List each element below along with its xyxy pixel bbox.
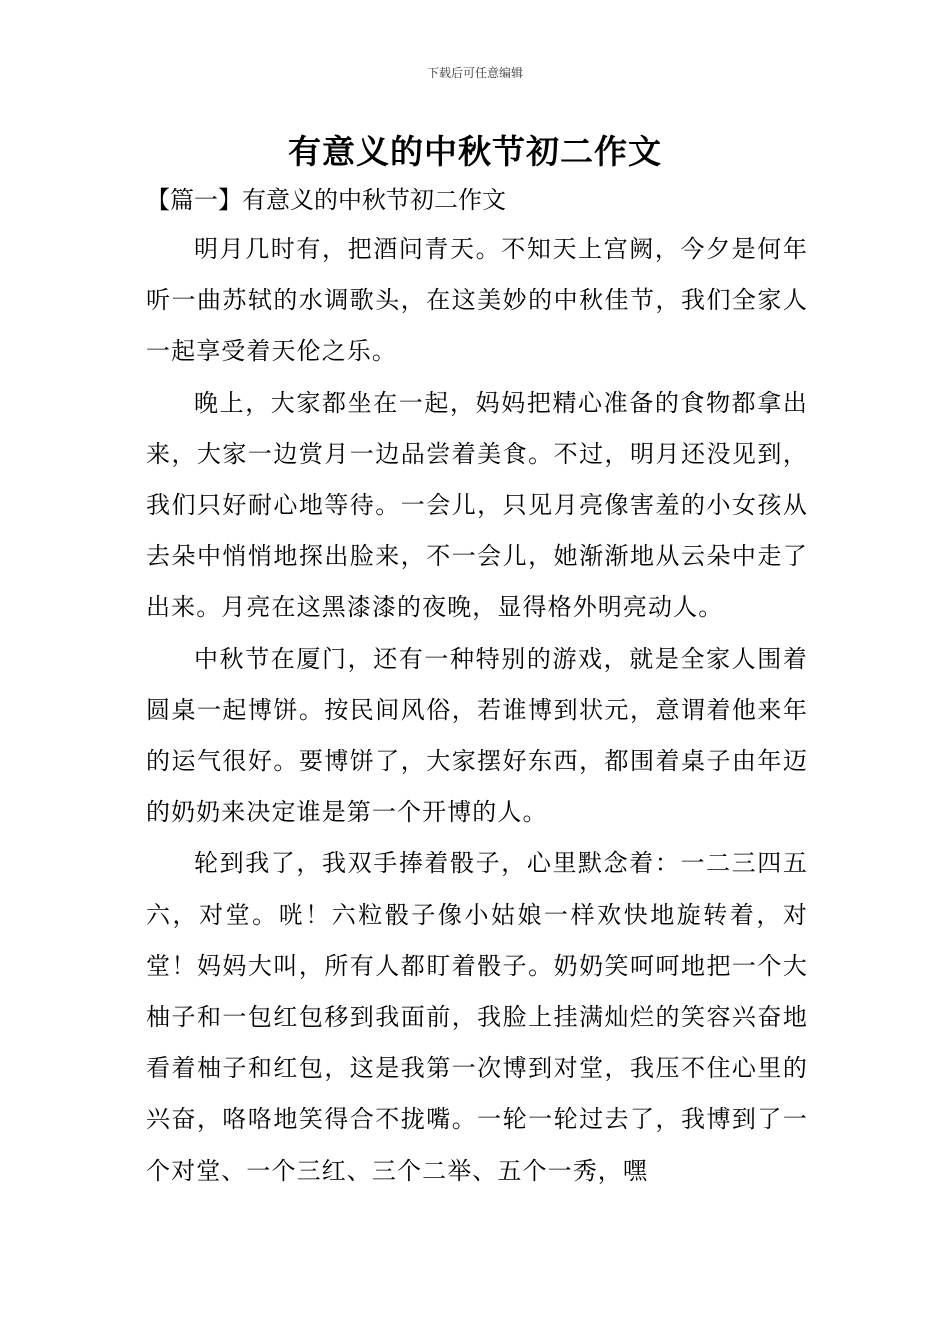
paragraph-1: 明月几时有，把酒问青天。不知天上宫阙，今夕是何年听一曲苏轼的水调歌头，在这美妙的中秋佳节，我们全家人一起享受着天伦之乐。 [146, 235, 808, 366]
header-note: 下载后可任意编辑 [426, 66, 523, 80]
paragraph-4: 轮到我了，我双手捧着骰子，心里默念着：一二三四五六，对堂。咣！六粒骰子像小姑娘一样欢快地旋转着，对堂！妈妈大叫，所有人都盯着骰子。奶奶笑呵呵地把一个大柚子和一包红包移到我面前，我脸上挂满灿烂的笑容兴奋地看着柚子和红包，这是我第一次博到对堂，我压不住心里的兴奋，咯咯地笑得合不拢嘴。一轮一轮过去了，我博到了一个对堂、一个三红、三个二举、五个一秀，嘿 [146, 849, 808, 1185]
section-heading: 【篇一】有意义的中秋节初二作文 [146, 186, 506, 214]
paragraph-2: 晚上，大家都坐在一起，妈妈把精心准备的食物都拿出来，大家一边赏月一边品尝着美食。不过，明月还没见到，我们只好耐心地等待。一会儿，只见月亮像害羞的小女孩从去朵中悄悄地探出脸来，不一会儿，她渐渐地从云朵中走了出来。月亮在这黑漆漆的夜晚，显得格外明亮动人。 [146, 388, 808, 622]
document-title: 有意义的中秋节初二作文 [288, 132, 662, 171]
body-text [146, 224, 808, 1197]
paragraph-3: 中秋节在厦门，还有一种特别的游戏，就是全家人围着圆桌一起博饼。按民间风俗，若谁博到状元，意谓着他来年的运气很好。要博饼了，大家摆好东西，都围着桌子由年迈的奶奶来决定谁是第一个开博的人。 [146, 644, 808, 827]
